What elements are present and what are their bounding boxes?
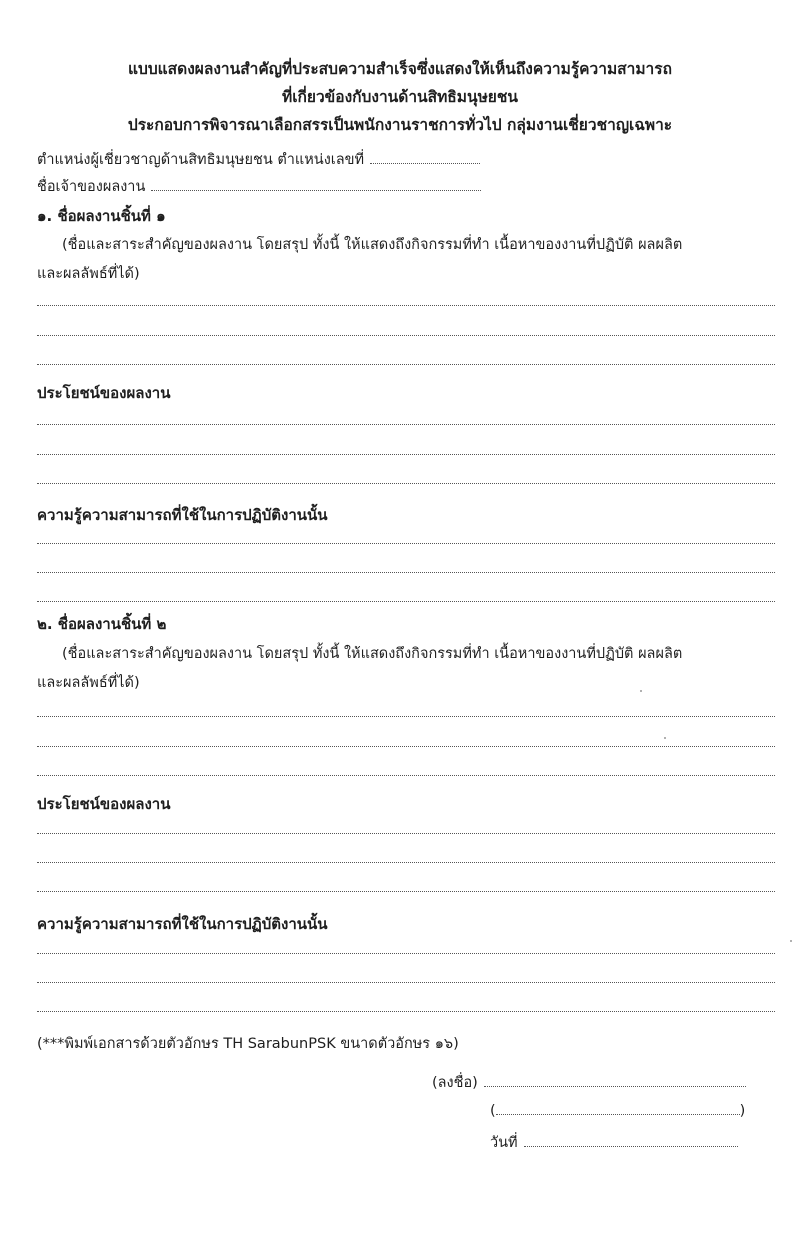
signature-row [432,1071,746,1094]
date-row [490,1131,738,1154]
date-blank[interactable] [524,1132,738,1147]
work1-knowledge-line[interactable] [37,572,775,573]
work1-knowledge-heading: ความรู้ความสามารถที่ใช้ในการปฏิบัติงานนั้น [37,506,328,524]
scan-speck [640,690,642,692]
work1-benefit-line[interactable] [37,483,775,484]
work2-knowledge-line[interactable] [37,953,775,954]
font-instruction-note: (***พิมพ์เอกสารด้วยตัวอักษร TH SarabunPSK ขนาดตัวอักษร ๑๖) [37,1036,459,1052]
printed-name-row [490,1100,745,1119]
work1-heading: ๑. ชื่อผลงานชิ้นที่ ๑ [37,207,166,225]
work2-instruction-line1: (ชื่อและสาระสำคัญของผลงาน โดยสรุป ทั้งนี้ ให้แสดงถึงกิจกรรมที่ทำ เนื้อหาของงานที่ปฏิบัติ ผลผลิต [62,646,683,662]
work2-summary-line[interactable] [37,775,775,776]
work2-knowledge-heading: ความรู้ความสามารถที่ใช้ในการปฏิบัติงานนั้น [37,915,328,933]
position-field-row [37,148,480,171]
scan-speck [790,940,792,942]
work1-benefit-line[interactable] [37,424,775,425]
work2-benefit-line[interactable] [37,862,775,863]
work2-heading: ๒. ชื่อผลงานชิ้นที่ ๒ [37,615,167,633]
work1-summary-line[interactable] [37,335,775,336]
document-title-line2: ที่เกี่ยวข้องกับงานด้านสิทธิมนุษยชน [282,88,518,106]
work2-knowledge-line[interactable] [37,982,775,983]
position-label: ตำแหน่งผู้เชี่ยวชาญด้านสิทธิมนุษยชน ตำแหน่งเลขที่ [37,152,365,168]
work1-summary-line[interactable] [37,364,775,365]
printed-name-close-paren: ) [739,1103,746,1119]
signature-blank[interactable] [484,1072,746,1087]
printed-name-blank[interactable] [496,1100,740,1115]
scan-speck [664,737,666,739]
work1-benefit-line[interactable] [37,454,775,455]
work1-benefit-heading: ประโยชน์ของผลงาน [37,384,171,402]
signature-label: (ลงชื่อ) [432,1075,478,1091]
owner-name-blank[interactable] [151,176,481,191]
work2-benefit-line[interactable] [37,833,775,834]
document-title-line1: แบบแสดงผลงานสำคัญที่ประสบความสำเร็จซึ่งแสดงให้เห็นถึงความรู้ความสามารถ [128,60,672,78]
printed-name-open-paren: ( [490,1103,496,1119]
work1-knowledge-line[interactable] [37,601,775,602]
owner-label: ชื่อเจ้าของผลงาน [37,179,146,195]
date-label: วันที่ [490,1135,518,1151]
document-title-line3: ประกอบการพิจารณาเลือกสรรเป็นพนักงานราชการทั่วไป กลุ่มงานเชี่ยวชาญเฉพาะ [127,116,673,134]
work2-knowledge-line[interactable] [37,1011,775,1012]
work2-instruction-line2: และผลลัพธ์ที่ได้) [37,675,140,691]
work1-knowledge-line[interactable] [37,543,775,544]
owner-field-row [37,175,481,198]
work1-instruction-line1: (ชื่อและสาระสำคัญของผลงาน โดยสรุป ทั้งนี้ ให้แสดงถึงกิจกรรมที่ทำ เนื้อหาของงานที่ปฏิบัติ ผลผลิต [62,237,683,253]
work2-summary-line[interactable] [37,716,775,717]
work1-instruction-line2: และผลลัพธ์ที่ได้) [37,266,140,282]
position-number-blank[interactable] [370,149,480,164]
work2-benefit-line[interactable] [37,891,775,892]
work2-benefit-heading: ประโยชน์ของผลงาน [37,795,171,813]
work1-summary-line[interactable] [37,305,775,306]
work2-summary-line[interactable] [37,746,775,747]
